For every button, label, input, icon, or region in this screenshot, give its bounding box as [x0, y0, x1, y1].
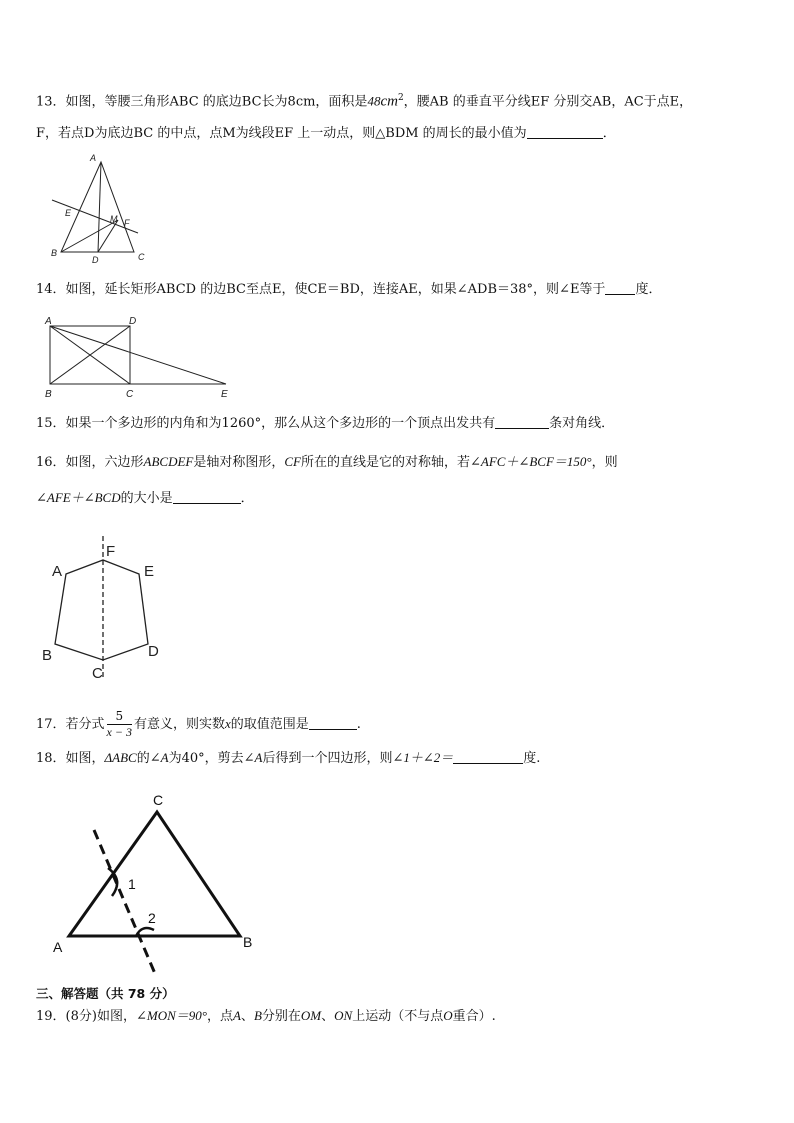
- q17-text-end: .: [356, 717, 361, 732]
- q14-segment-ae: [50, 326, 226, 384]
- q17-fraction: [107, 709, 132, 740]
- q18-label-b: B: [243, 934, 253, 950]
- q16-text-d: ，则: [591, 455, 618, 470]
- q14-text: 14．如图，延长矩形ABCD 的边BC至点E，使CE＝BD，连接AE，如果∠ADB＝38°，则∠E等于: [36, 282, 606, 297]
- q15-text-end: 条对角线．: [549, 416, 615, 431]
- q13-area-unit: cm: [380, 93, 398, 110]
- q18-line: [36, 748, 540, 769]
- q18-angle-a-2: ∠A: [243, 750, 263, 765]
- q19-text-c: 分别在: [261, 1009, 301, 1024]
- q18-figure: [46, 790, 276, 986]
- q16-label-b: B: [42, 647, 53, 664]
- q19-ray-on: ON: [334, 1008, 353, 1023]
- q13-text-end: ．: [602, 126, 616, 141]
- q18-text-b: 的: [136, 751, 150, 766]
- q13-median-ad: [98, 162, 101, 252]
- q14-answer-blank[interactable]: [605, 280, 635, 295]
- q13-label-m: M: [110, 214, 118, 224]
- q17-answer-blank[interactable]: [309, 715, 357, 730]
- q16-line1: [36, 452, 618, 473]
- q13-label-f: F: [124, 218, 130, 228]
- q19-text-b: ，点: [206, 1009, 233, 1024]
- q16-text-end: ．: [240, 491, 254, 506]
- q16-condition: ∠AFC＋∠BCF＝150°: [470, 454, 592, 469]
- q18-text-c: 为40°，剪去: [168, 751, 244, 766]
- q13-figure: [46, 150, 156, 266]
- q13-line2: [36, 124, 616, 144]
- q14-line: [36, 280, 661, 300]
- q19-angle: ∠MON＝90°: [135, 1008, 207, 1023]
- q16-label-a: A: [52, 563, 63, 580]
- q14-label-b: B: [45, 389, 52, 398]
- q18-text-a: 18．如图，: [36, 751, 105, 766]
- q19-ray-om: OM: [300, 1008, 322, 1023]
- q13-triangle-abc: [61, 162, 134, 252]
- q19-separator: 、: [240, 1009, 254, 1024]
- q14-text-end: 度．: [635, 282, 662, 297]
- q16-label-d: D: [148, 643, 159, 660]
- q13-text-c: F，若点D为底边BC 的中点，点M为线段EF 上一动点，则△BDM 的周长的最小值为: [36, 126, 527, 141]
- q14-label-c: C: [126, 389, 134, 398]
- q18-angle-a: ∠A: [149, 750, 169, 765]
- q13-segment-dm: [98, 220, 118, 252]
- q19-text-d: 上运动（不与点: [352, 1009, 444, 1024]
- q16-text-b: 是轴对称图形，: [193, 455, 285, 470]
- q18-text-d: 后得到一个四边形，则: [262, 751, 393, 766]
- q19-separator-2: 、: [321, 1009, 335, 1024]
- q13-line1: [36, 88, 692, 112]
- q19-text-end: 重合）.: [452, 1009, 496, 1024]
- q19-point-a: A: [232, 1008, 241, 1023]
- q18-label-2: 2: [148, 910, 156, 926]
- q16-label-e: E: [144, 563, 155, 580]
- q14-label-a: A: [45, 316, 52, 327]
- q16-axis-name: CF: [284, 454, 302, 469]
- q17-text-b: 有意义，则实数: [133, 717, 225, 732]
- q17-numerator: 5: [107, 709, 132, 725]
- q13-label-b: B: [51, 248, 58, 258]
- q16-answer-blank[interactable]: [173, 489, 241, 504]
- q16-text-a: 16．如图，六边形: [36, 455, 144, 470]
- q18-cut-line: [94, 830, 156, 976]
- q16-line2: [36, 488, 254, 509]
- q18-text-end: 度.: [523, 751, 541, 766]
- q19-text-a: 19．(8分)如图，: [36, 1009, 136, 1024]
- q17-variable: x: [225, 716, 231, 731]
- q13-text-b: ，腰AB 的垂直平分线EF 分别交AB，AC于点E，: [403, 94, 693, 110]
- q18-angle-sum: ∠1＋∠2＝: [392, 750, 454, 765]
- q16-text-c: 所在的直线是它的对称轴，若: [301, 455, 471, 470]
- q13-area-exponent: 2: [397, 93, 404, 103]
- q14-label-d: D: [129, 316, 137, 327]
- q13-text-a: 13．如图，等腰三角形ABC 的底边BC长为8cm，面积是: [36, 94, 368, 110]
- q17-text-c: 的取值范围是: [230, 717, 309, 732]
- q18-label-c: C: [153, 792, 164, 808]
- q19-line: [36, 1006, 496, 1027]
- q13-label-d: D: [92, 255, 99, 265]
- q19-point-o: O: [443, 1008, 453, 1023]
- q18-answer-blank[interactable]: [453, 749, 523, 764]
- q15-text: 15．如果一个多边形的内角和为1260°，那么从这个多边形的一个顶点出发共有: [36, 416, 496, 431]
- q16-hexagon-name: ABCDEF: [143, 454, 194, 469]
- q15-line: [36, 414, 614, 434]
- q14-label-e: E: [221, 389, 228, 398]
- section-title: 三、解答题（共 78 分）: [36, 986, 175, 1001]
- q17-text-a: 17．若分式: [36, 717, 105, 732]
- q16-label-f: F: [106, 543, 116, 560]
- q13-label-a: A: [90, 153, 97, 163]
- q15-answer-blank[interactable]: [495, 414, 549, 429]
- q17-denominator: x − 3: [106, 725, 132, 739]
- q16-label-c: C: [92, 665, 103, 682]
- q17-line: [36, 706, 361, 743]
- q13-area-number: 48: [367, 93, 381, 109]
- q14-figure: [40, 312, 240, 398]
- q18-label-1: 1: [128, 876, 136, 892]
- q16-hexagon: [55, 560, 148, 660]
- q13-label-c: C: [138, 252, 145, 262]
- q19-point-b: B: [253, 1008, 262, 1023]
- q16-figure: [40, 530, 180, 686]
- q13-segment-bm: [61, 220, 118, 252]
- q18-triangle-name: ΔABC: [104, 750, 137, 765]
- q18-label-a: A: [53, 939, 63, 955]
- q16-target-angles: ∠AFE＋∠BCD: [36, 490, 121, 505]
- q13-answer-blank[interactable]: [527, 124, 603, 139]
- q13-label-e: E: [65, 208, 72, 218]
- q16-text-e: 的大小是: [120, 491, 173, 506]
